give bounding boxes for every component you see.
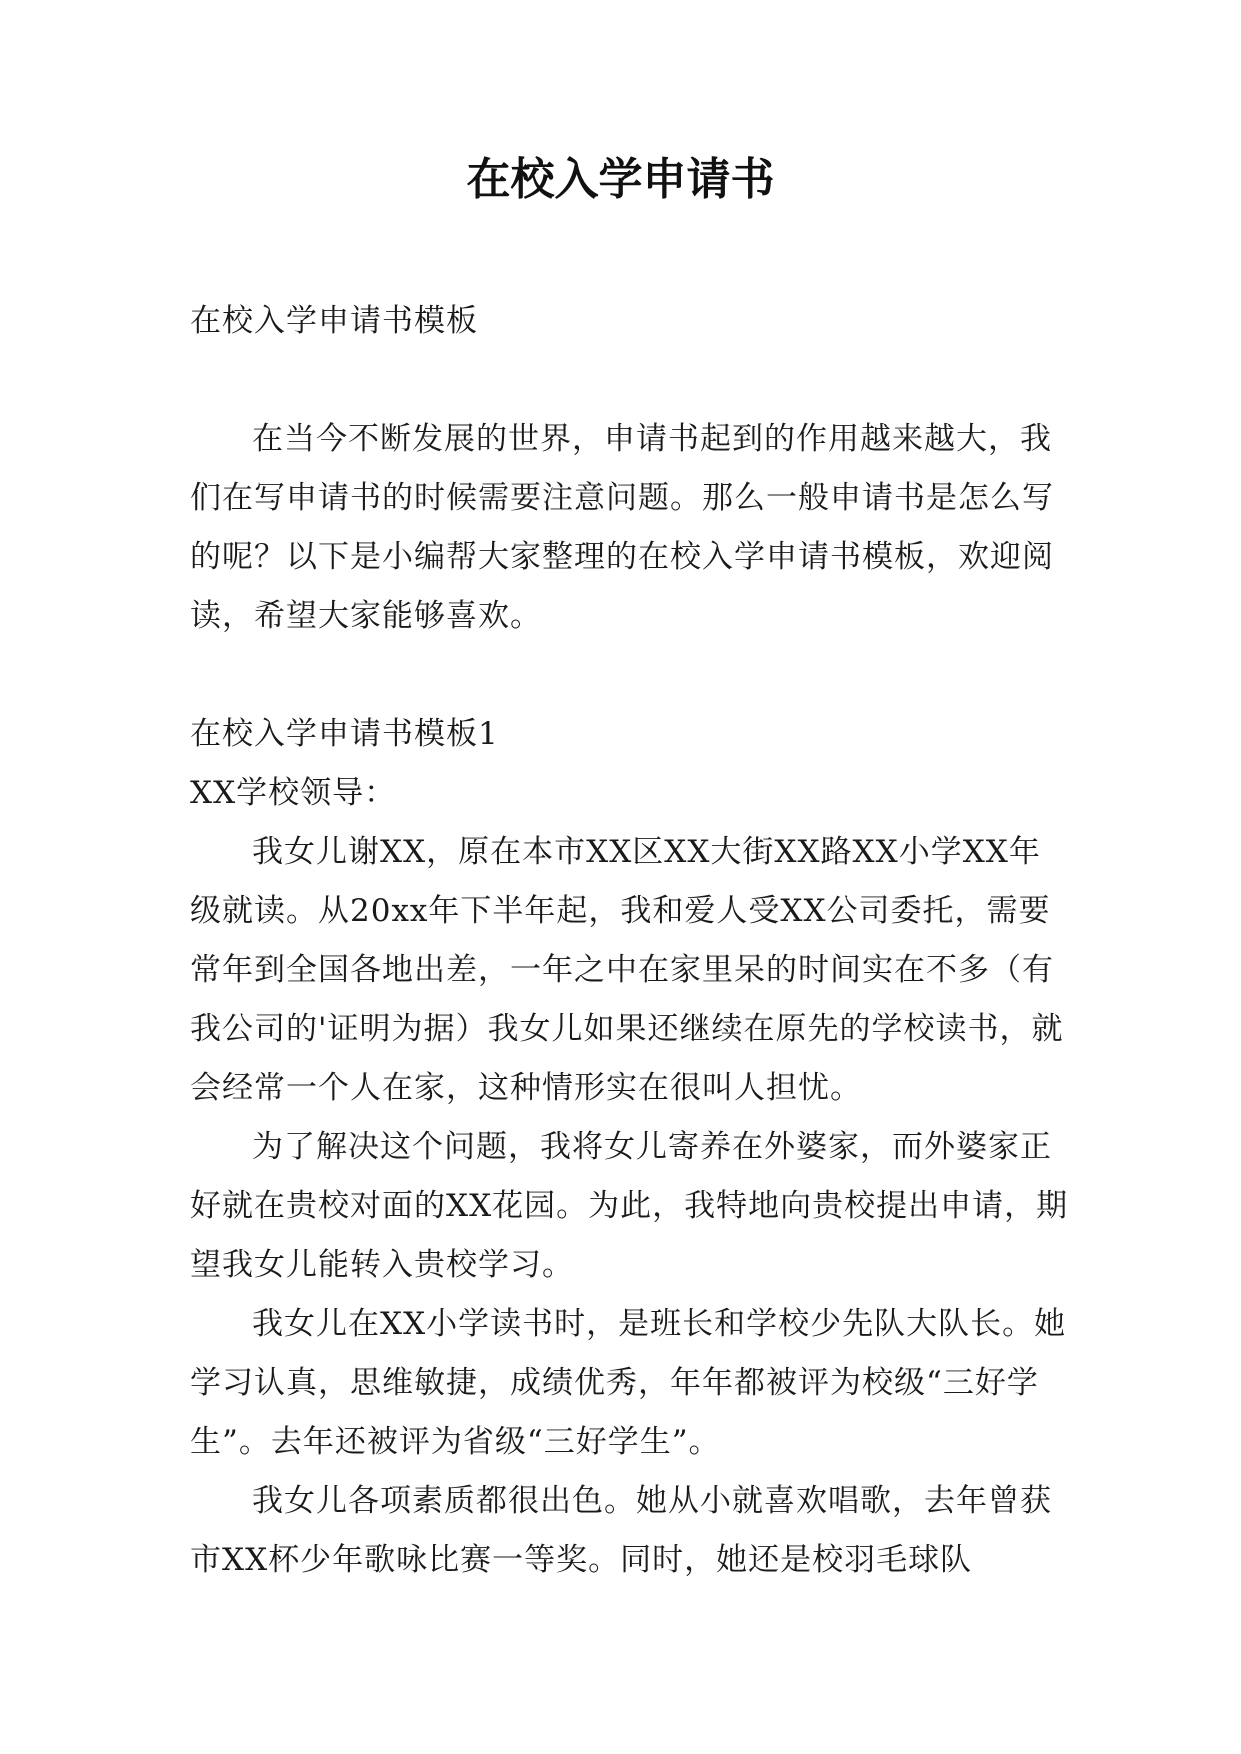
salutation: XX学校领导：: [190, 775, 397, 811]
document-subtitle: 在校入学申请书模板: [190, 303, 478, 339]
intro-paragraph: 在当今不断发展的世界，申请书起到的作用越来越大，我们在写申请书的时候需要注意问题。那么一般申请书是怎么写的呢？以下是小编帮大家整理的在校入学申请书模板，欢迎阅读，希望大家能够喜欢。: [190, 421, 1054, 634]
body-paragraph: 我女儿各项素质都很出色。她从小就喜欢唱歌，去年曾获市XX杯少年歌咏比赛一等奖。同时，她还是校羽毛球队: [190, 1483, 1052, 1578]
body-paragraph: 我女儿在XX小学读书时，是班长和学校少先队大队长。她学习认真，思维敏捷，成绩优秀，年年都被评为校级“三好学生”。去年还被评为省级“三好学生”。: [190, 1306, 1067, 1460]
document-body: [190, 292, 1070, 1590]
template-heading: 在校入学申请书模板1: [190, 716, 499, 752]
page-title: 在校入学申请书: [466, 154, 775, 205]
body-paragraph: 为了解决这个问题，我将女儿寄养在外婆家，而外婆家正好就在贵校对面的XX花园。为此，我特地向贵校提出申请，期望我女儿能转入贵校学习。: [190, 1129, 1069, 1283]
body-paragraph: 我女儿谢XX，原在本市XX区XX大街XX路XX小学XX年级就读。从20xx年下半年起，我和爱人受XX公司委托，需要常年到全国各地出差，一年之中在家里呆的时间实在不多（有我公司的'证明为据）我女儿如果还继续在原先的学校读书，就会经常一个人在家，这种情形实在很叫人担忧。: [190, 834, 1064, 1106]
